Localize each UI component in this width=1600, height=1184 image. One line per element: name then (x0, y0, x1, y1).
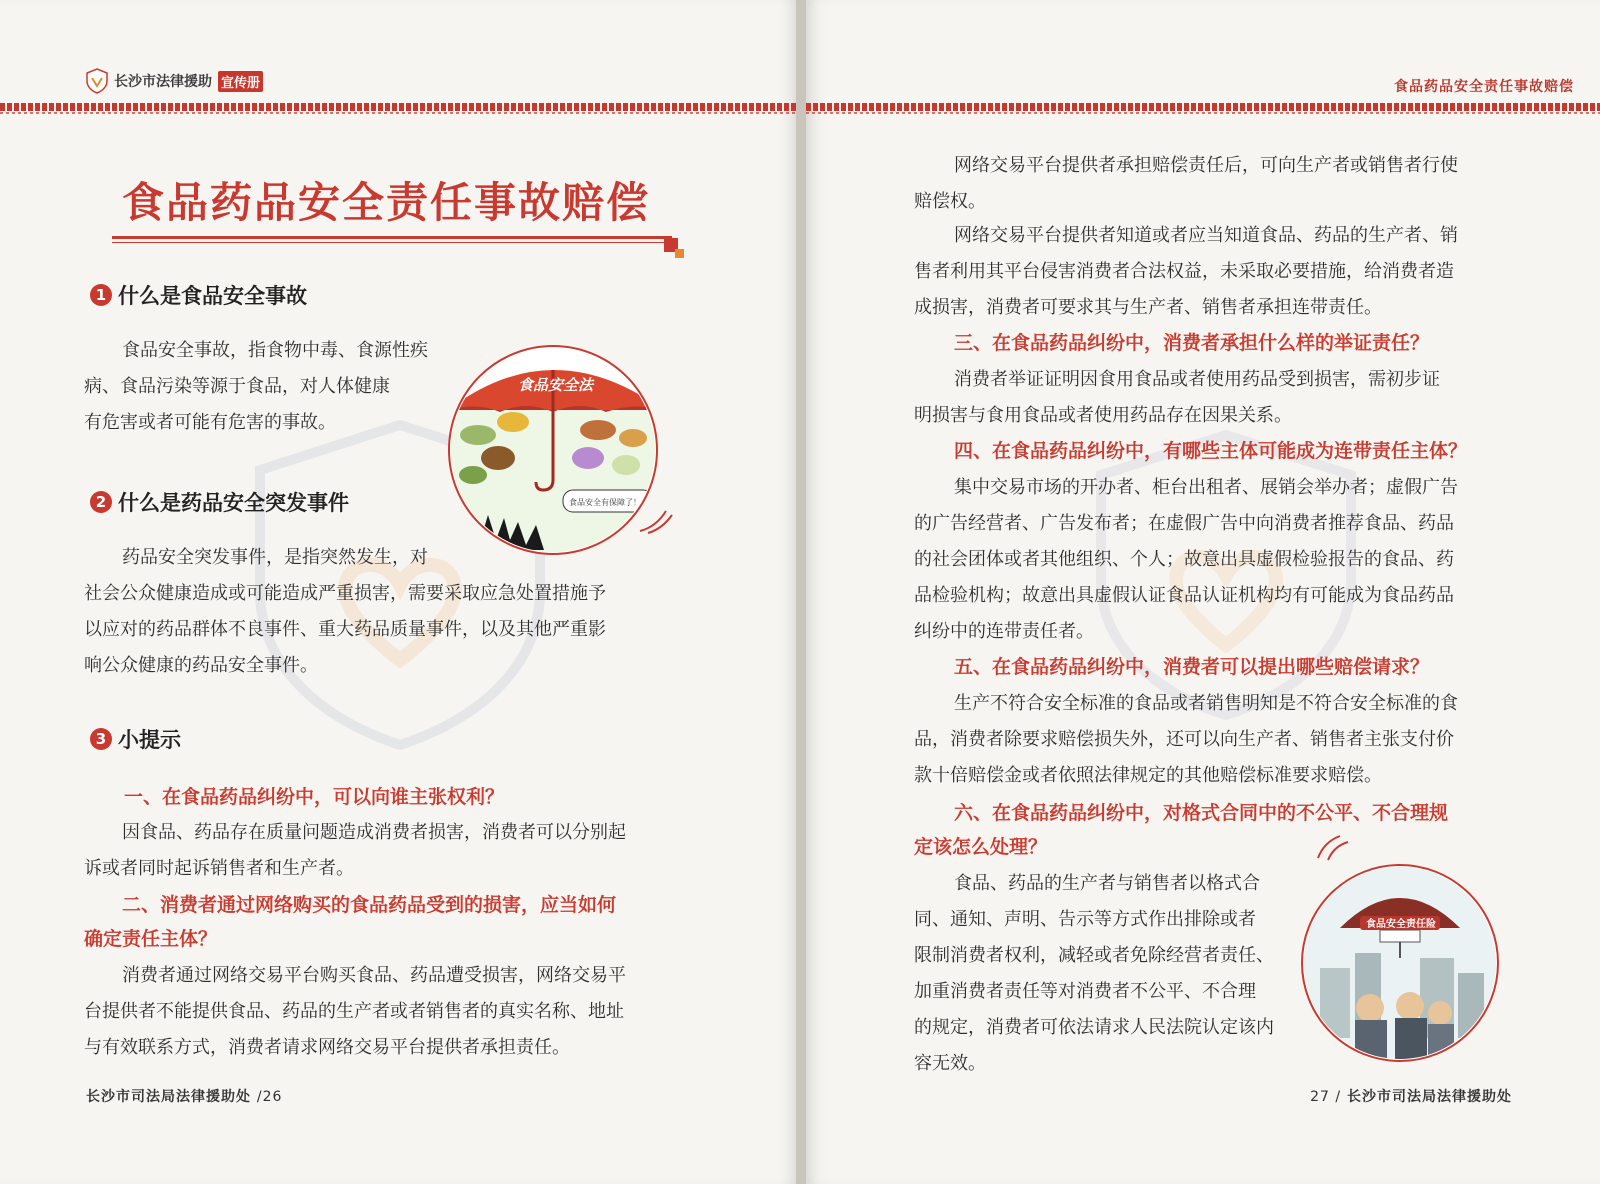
text-line: 诉或者同时起诉销售者和生产者。 (84, 858, 354, 879)
text-line: 品，消费者除要求赔偿损失外，还可以向生产者、销售者主张支付价 (914, 729, 1454, 750)
text-line: 品检验机构；故意出具虚假认证食品认证机构均有可能成为食品药品 (914, 585, 1454, 606)
text-line: 售者利用其平台侵害消费者合法权益，未采取必要措施，给消费者造 (914, 261, 1454, 282)
title-underline (112, 236, 672, 239)
title-decor-square-small (675, 249, 684, 258)
header-rule-thin (806, 112, 1600, 114)
text-line: 明损害与食用食品或者使用药品存在因果关系。 (914, 405, 1292, 426)
title-underline-thin (112, 242, 672, 243)
section-heading-1 (90, 280, 307, 310)
tip-answer-2 (84, 958, 684, 1066)
section-heading-text: 什么是药品安全突发事件 (118, 491, 349, 515)
text-line: 食品、药品的生产者与销售者以格式合 (954, 873, 1260, 894)
section-heading-text: 什么是食品安全事故 (118, 284, 307, 308)
text-line: 赔偿权。 (914, 191, 986, 212)
text-line: 消费者举证证明因食用食品或者使用药品受到损害，需初步证 (954, 369, 1440, 390)
tip-answer-1 (84, 815, 684, 887)
text-line: 以应对的药品群体不良事件、重大药品质量事件，以及其他严重影 (84, 619, 606, 640)
footer-text: 长沙市司法局法律援助处 (86, 1089, 251, 1105)
footer-text: 长沙市司法局法律援助处 (1347, 1089, 1512, 1105)
decor-ticks-icon (636, 505, 676, 535)
section-heading-3 (90, 724, 181, 754)
answer-4 (914, 470, 1514, 650)
text-line: 确定责任主体？ (84, 928, 218, 950)
header-tag: 宣传册 (218, 71, 263, 92)
question-3: 三、在食品药品纠纷中，消费者承担什么样的举证责任？ (954, 332, 1430, 354)
answer-3 (914, 362, 1514, 434)
section-2-body (84, 540, 684, 684)
text-line: 款十倍赔偿金或者依照法律规定的其他赔偿标准要求赔偿。 (914, 765, 1382, 786)
header-brand (86, 68, 263, 94)
section-1-body (84, 333, 484, 441)
left-page (0, 0, 798, 1184)
text-line: 限制消费者权利，减轻或者免除经营者责任、 (914, 945, 1274, 966)
section-number-badge: 1 (90, 284, 112, 306)
text-line: 的社会团体或者其他组织、个人；故意出具虚假检验报告的食品、药 (914, 549, 1454, 570)
text-line: 与有效联系方式，消费者请求网络交易平台提供者承担责任。 (84, 1037, 570, 1058)
text-line: 二、消费者通过网络购买的食品药品受到的损害，应当如何 (122, 894, 617, 916)
text-line: 六、在食品药品纠纷中，对格式合同中的不公平、不合理规 (954, 802, 1449, 824)
page-title: 食品药品安全责任事故赔偿 (122, 178, 651, 227)
page-number: /26 (256, 1089, 283, 1105)
text-line: 纠纷中的连带责任者。 (914, 621, 1094, 642)
text-line: 网络交易平台提供者知道或者应当知道食品、药品的生产者、销 (954, 225, 1458, 246)
running-header: 食品药品安全责任事故赔偿 (1394, 79, 1574, 95)
header-brand-text: 长沙市法律援助 (114, 74, 212, 90)
answer-6 (914, 866, 1324, 1082)
text-line: 病、食品污染等源于食品，对人体健康 (84, 376, 390, 397)
umbrella-label: 食品安全法 (518, 376, 594, 394)
text-line: 食品安全事故，指食物中毒、食源性疾 (122, 340, 428, 361)
paragraph-2 (914, 218, 1514, 326)
text-line: 网络交易平台提供者承担赔偿责任后，可向生产者或销售者行使 (954, 155, 1458, 176)
question-6 (914, 796, 1534, 864)
page-number: 27 / (1310, 1089, 1342, 1105)
text-line: 定该怎么处理？ (914, 836, 1048, 858)
header-rule (0, 103, 798, 111)
text-line: 台提供者不能提供食品、药品的生产者或者销售者的真实名称、地址 (84, 1001, 624, 1022)
section-heading-2 (90, 487, 349, 517)
question-4: 四、在食品药品纠纷中，有哪些主体可能成为连带责任主体？ (954, 440, 1468, 462)
page-footer-left (86, 1086, 282, 1106)
right-page (806, 0, 1600, 1184)
text-line: 同、通知、声明、告示等方式作出排除或者 (914, 909, 1256, 930)
text-line: 社会公众健康造成或可能造成严重损害，需要采取应急处置措施予 (84, 583, 606, 604)
text-line: 因食品、药品存在质量问题造成消费者损害，消费者可以分别起 (122, 822, 626, 843)
speech-bubble-text: 食品安全有保障了！ (569, 498, 641, 507)
question-5: 五、在食品药品纠纷中，消费者可以提出哪些赔偿请求？ (954, 656, 1430, 678)
section-number-badge: 2 (90, 491, 112, 513)
shield-logo-icon (86, 68, 108, 94)
header-rule-thin (0, 112, 798, 114)
paragraph-1 (914, 148, 1514, 220)
text-line: 的规定，消费者可依法请求人民法院认定该内 (914, 1017, 1274, 1038)
header-rule (806, 103, 1600, 111)
tip-question-2 (84, 888, 704, 956)
text-line: 容无效。 (914, 1053, 986, 1074)
answer-5 (914, 686, 1514, 794)
text-line: 有危害或者可能有危害的事故。 (84, 412, 336, 433)
text-line: 药品安全突发事件，是指突然发生，对 (122, 547, 428, 568)
cover-label: 食品安全责任险 (1366, 919, 1436, 930)
text-line: 消费者通过网络交易平台购买食品、药品遭受损害，网络交易平 (122, 965, 626, 986)
text-line: 响公众健康的药品安全事件。 (84, 655, 318, 676)
tip-question-1: 一、在食品药品纠纷中，可以向谁主张权利？ (124, 786, 505, 808)
section-number-badge: 3 (90, 728, 112, 750)
text-line: 加重消费者责任等对消费者不公平、不合理 (914, 981, 1256, 1002)
page-footer-right (1310, 1086, 1512, 1106)
text-line: 生产不符合安全标准的食品或者销售明知是不符合安全标准的食 (954, 693, 1458, 714)
insurance-cover-illustration (1300, 858, 1500, 1068)
text-line: 成损害，消费者可要求其与生产者、销售者承担连带责任。 (914, 297, 1382, 318)
text-line: 的广告经营者、广告发布者；在虚假广告中向消费者推荐食品、药品 (914, 513, 1454, 534)
food-safety-umbrella-illustration (448, 340, 668, 560)
text-line: 集中交易市场的开办者、柜台出租者、展销会举办者；虚假广告 (954, 477, 1458, 498)
section-heading-text: 小提示 (118, 728, 181, 752)
